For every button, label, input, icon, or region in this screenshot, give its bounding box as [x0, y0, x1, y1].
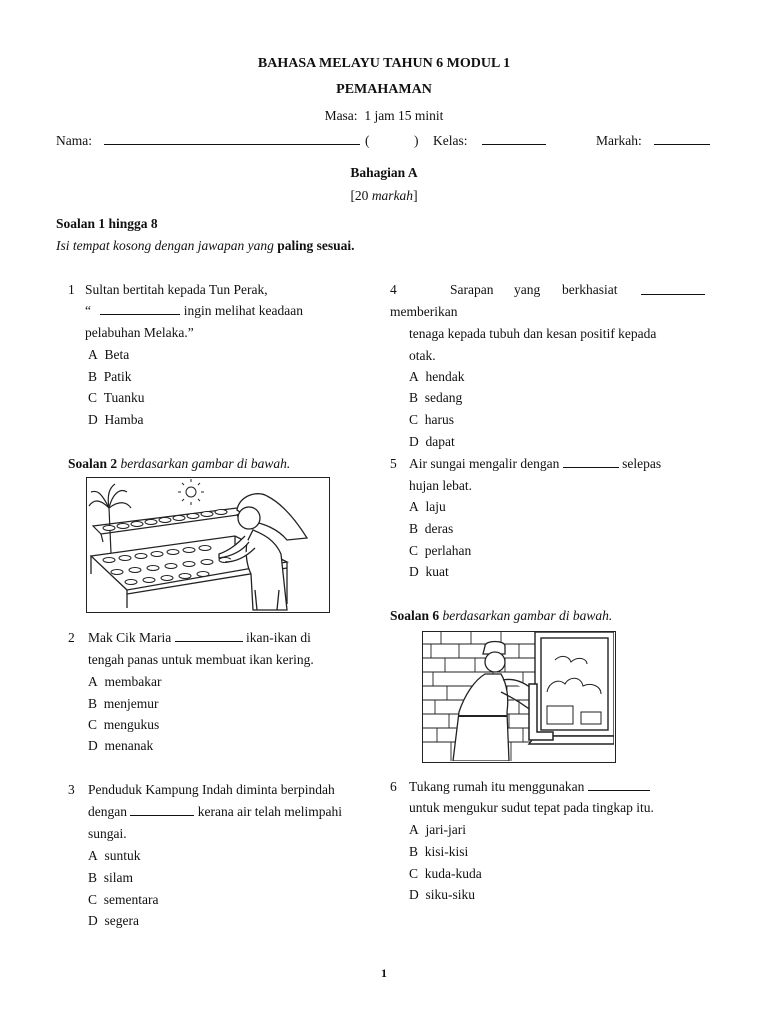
carpenter-figure	[453, 642, 535, 762]
answer-blank[interactable]	[100, 304, 180, 315]
question-text: tenaga kepada tubuh dan kesan positif kepada	[409, 326, 657, 341]
question-text: Tukang rumah itu menggunakan	[409, 779, 650, 795]
question-text: tengah panas untuk membuat ikan kering.	[88, 652, 314, 667]
option-d[interactable]: D segera	[88, 913, 139, 928]
option-a[interactable]: A laju	[409, 499, 446, 514]
duration-value: 1 jam 15 minit	[364, 108, 444, 123]
answer-blank[interactable]	[563, 457, 619, 468]
paren-close: )	[414, 133, 419, 148]
question-text: “ ingin melihat keadaan	[85, 303, 303, 318]
option-d[interactable]: D kuat	[409, 564, 449, 579]
woman-figure	[219, 494, 307, 610]
option-a[interactable]: A suntuk	[88, 848, 141, 863]
option-c[interactable]: C sementara	[88, 892, 159, 907]
answer-blank[interactable]	[641, 284, 705, 295]
question-word: Sarapan	[450, 282, 494, 297]
instructions-heading: Soalan 1 hingga 8	[56, 216, 158, 231]
question-text: memberikan	[390, 304, 458, 319]
question-text: untuk mengukur sudut tepat pada tingkap itu.	[409, 800, 654, 815]
answer-blank[interactable]	[175, 631, 243, 642]
palm-tree-icon	[89, 484, 131, 553]
question-text: sungai.	[88, 826, 127, 841]
question-text: otak.	[409, 348, 436, 363]
option-c[interactable]: C kuda-kuda	[409, 866, 482, 881]
option-c[interactable]: C harus	[409, 412, 455, 427]
option-a[interactable]: A hendak	[409, 369, 465, 384]
option-d[interactable]: D dapat	[409, 434, 455, 449]
fish-row-upper	[103, 510, 227, 531]
section-marks: [20 markah]	[350, 188, 418, 203]
question-word: berkhasiat	[562, 282, 618, 297]
question-text: Mak Cik Maria ikan-ikan di	[88, 630, 311, 645]
option-b[interactable]: B sedang	[409, 390, 463, 405]
question-number: 2	[68, 630, 75, 645]
question-number: 6	[390, 779, 397, 794]
fish-drying-drawing	[87, 478, 328, 611]
marks-field[interactable]	[654, 134, 710, 145]
option-d[interactable]: D menanak	[88, 738, 154, 753]
question-number: 1	[68, 282, 75, 297]
option-a[interactable]: A membakar	[88, 674, 162, 689]
question-word: yang	[514, 282, 541, 297]
option-b[interactable]: B silam	[88, 870, 134, 885]
question-2-caption: Soalan 2 berdasarkan gambar di bawah.	[68, 456, 291, 471]
option-b[interactable]: B kisi-kisi	[409, 844, 469, 859]
option-c[interactable]: C Tuanku	[88, 390, 145, 405]
question-number: 5	[390, 456, 397, 471]
question-text: dengan kerana air telah melimpahi	[88, 804, 343, 819]
question-6-caption: Soalan 6 berdasarkan gambar di bawah.	[390, 608, 613, 623]
question-number: 3	[68, 782, 75, 797]
option-c[interactable]: C mengukus	[88, 717, 160, 732]
marks-label: Markah:	[596, 133, 642, 148]
carpenter-window-illustration	[422, 631, 616, 763]
carpenter-drawing	[423, 632, 614, 761]
class-field[interactable]	[482, 134, 546, 145]
answer-blank[interactable]	[130, 805, 194, 816]
class-label: Kelas:	[433, 133, 468, 148]
question-text: pelabuhan Melaka.”	[85, 325, 194, 340]
page-title: BAHASA MELAYU TAHUN 6 MODUL 1	[257, 56, 511, 71]
name-label: Nama:	[56, 133, 92, 148]
page-number: 1	[381, 966, 387, 980]
question-text: Penduduk Kampung Indah diminta berpindah	[88, 782, 335, 797]
instructions-text: Isi tempat kosong dengan jawapan yang paling sesuai.	[56, 238, 355, 253]
paren-open: (	[365, 133, 370, 148]
duration-label: Masa:	[324, 108, 358, 123]
sun-icon	[178, 479, 204, 505]
option-b[interactable]: B Patik	[88, 369, 132, 384]
answer-blank[interactable]	[588, 780, 650, 791]
page-subtitle: PEMAHAMAN	[336, 82, 432, 97]
option-c[interactable]: C perlahan	[409, 543, 472, 558]
option-d[interactable]: D Hamba	[88, 412, 144, 427]
window-frame	[529, 632, 614, 744]
option-b[interactable]: B menjemur	[88, 696, 159, 711]
option-a[interactable]: A jari-jari	[409, 822, 466, 837]
question-text: Sultan bertitah kepada Tun Perak,	[85, 282, 268, 297]
section-title: Bahagian A	[350, 165, 418, 180]
question-number: 4	[390, 282, 397, 297]
question-text: hujan lebat.	[409, 478, 472, 493]
fish-drying-illustration	[86, 477, 330, 613]
option-b[interactable]: B deras	[409, 521, 454, 536]
name-field[interactable]	[104, 134, 360, 145]
option-a[interactable]: A Beta	[88, 347, 130, 362]
duration-line	[0, 108, 768, 124]
question-text: Air sungai mengalir dengan selepas	[409, 456, 662, 471]
option-d[interactable]: D siku-siku	[409, 887, 476, 902]
